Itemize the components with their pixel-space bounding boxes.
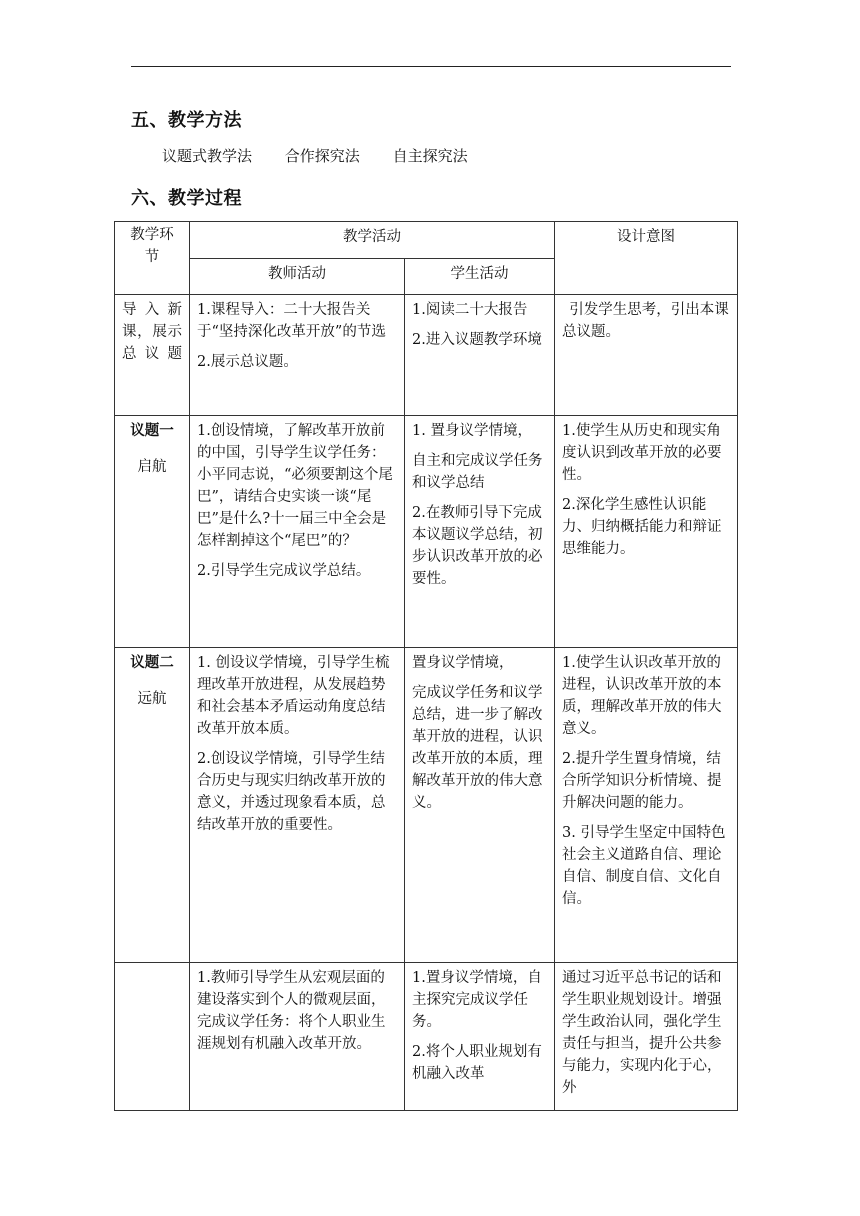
teacher-item: 2.展示总议题。: [197, 354, 298, 370]
stage-subtitle: 启航: [137, 459, 167, 475]
stage-cell: [115, 648, 190, 963]
design-intent: [555, 416, 738, 648]
teacher-activity: [190, 416, 405, 648]
stage-cell: [115, 963, 190, 1111]
student-item: 2.进入议题教学环境: [412, 332, 542, 348]
header-intent: 设计意图: [555, 222, 738, 295]
teaching-methods: [162, 145, 496, 166]
header-activities: 教学活动: [190, 222, 555, 259]
student-item: 自主和完成议学任务和议学总结: [412, 453, 543, 491]
stage-cell: 导入新课，展示总议题: [115, 295, 190, 416]
design-intent: [555, 963, 738, 1111]
teacher-activity: [190, 963, 405, 1111]
design-intent: [555, 295, 738, 416]
design-intent: [555, 648, 738, 963]
table-row: [115, 648, 738, 963]
teaching-process-table: [114, 221, 738, 1111]
stage-title: 议题一: [130, 423, 174, 439]
teacher-item: 2.引导学生完成议学总结。: [197, 563, 371, 579]
student-item: 1.置身议学情境，自主探究完成议学任务。: [412, 970, 542, 1030]
teacher-item: 1.创设情境，了解改革开放前的中国，引导学生议学任务：小平同志说，“必须要割这个尾巴”，请结合史实谈一谈“尾巴”是什么?十一届三中全会是怎样割掉这个“尾巴”的？: [197, 423, 393, 549]
stage-cell: [115, 416, 190, 648]
stage-title: 议题二: [130, 655, 174, 671]
method-3: 自主探究法: [392, 147, 468, 165]
intent-item: 1.使学生从历史和现实角度认识到改革开放的必要性。: [562, 423, 722, 483]
teacher-item: 1.课程导入：二十大报告关于“坚持深化改革开放”的节选: [197, 302, 386, 340]
intent-item: 3. 引导学生坚定中国特色社会主义道路自信、理论自信、制度自信、文化自信。: [562, 825, 726, 907]
method-2: 合作探究法: [284, 147, 360, 165]
section-6-title: 六、教学过程: [131, 188, 242, 209]
header-stage: 教学环节: [115, 222, 190, 295]
header-student: 学生活动: [405, 259, 555, 295]
teacher-item: 1.教师引导学生从宏观层面的建设落实到个人的微观层面，完成议学任务：将个人职业生涯规划有机融入改革开放。: [197, 970, 386, 1052]
teacher-activity: [190, 648, 405, 963]
student-item: 完成议学任务和议学总结，进一步了解改革开放的进程，认识改革开放的本质，理解改革开放的伟大意义。: [412, 685, 543, 811]
intent-item: 通过习近平总书记的话和学生职业规划设计。增强学生政治认同，强化学生责任与担当，提升公共参与能力，实现内化于心，外: [562, 970, 722, 1096]
student-activity: [405, 295, 555, 416]
intent-item: 1.使学生认识改革开放的进程，认识改革开放的本质，理解改革开放的伟大意义。: [562, 655, 722, 737]
table-row: [115, 295, 738, 416]
intent-item: 2.提升学生置身情境，结合所学知识分析情境、提升解决问题的能力。: [562, 751, 722, 811]
table-row: [115, 416, 738, 648]
student-activity: [405, 963, 555, 1111]
student-activity: [405, 416, 555, 648]
student-activity: [405, 648, 555, 963]
teacher-item: 1. 创设议学情境，引导学生梳理改革开放进程，从发展趋势和社会基本矛盾运动角度总结改革开放本质。: [197, 655, 390, 737]
header-teacher: 教师活动: [190, 259, 405, 295]
header-rule: [131, 66, 731, 67]
intent-item: 2.深化学生感性认识能力、归纳概括能力和辩证思维能力。: [562, 497, 722, 557]
section-5-title: 五、教学方法: [131, 110, 242, 131]
intent-item: 引发学生思考，引出本课总议题。: [562, 302, 729, 340]
student-item: 置身议学情境，: [412, 655, 514, 671]
method-1: 议题式教学法: [162, 147, 253, 165]
teacher-activity: [190, 295, 405, 416]
teacher-item: 2.创设议学情境，引导学生结合历史与现实归纳改革开放的意义，并透过现象看本质，总结改革开放的重要性。: [197, 751, 386, 833]
student-item: 1. 置身议学情境，: [412, 423, 532, 439]
student-item: 2.在教师引导下完成本议题议学总结，初步认识改革开放的必要性。: [412, 505, 543, 587]
table-row: [115, 963, 738, 1111]
stage-subtitle: 远航: [137, 691, 167, 707]
student-item: 2.将个人职业规划有机融入改革: [412, 1044, 542, 1082]
student-item: 1.阅读二十大报告: [412, 302, 528, 318]
